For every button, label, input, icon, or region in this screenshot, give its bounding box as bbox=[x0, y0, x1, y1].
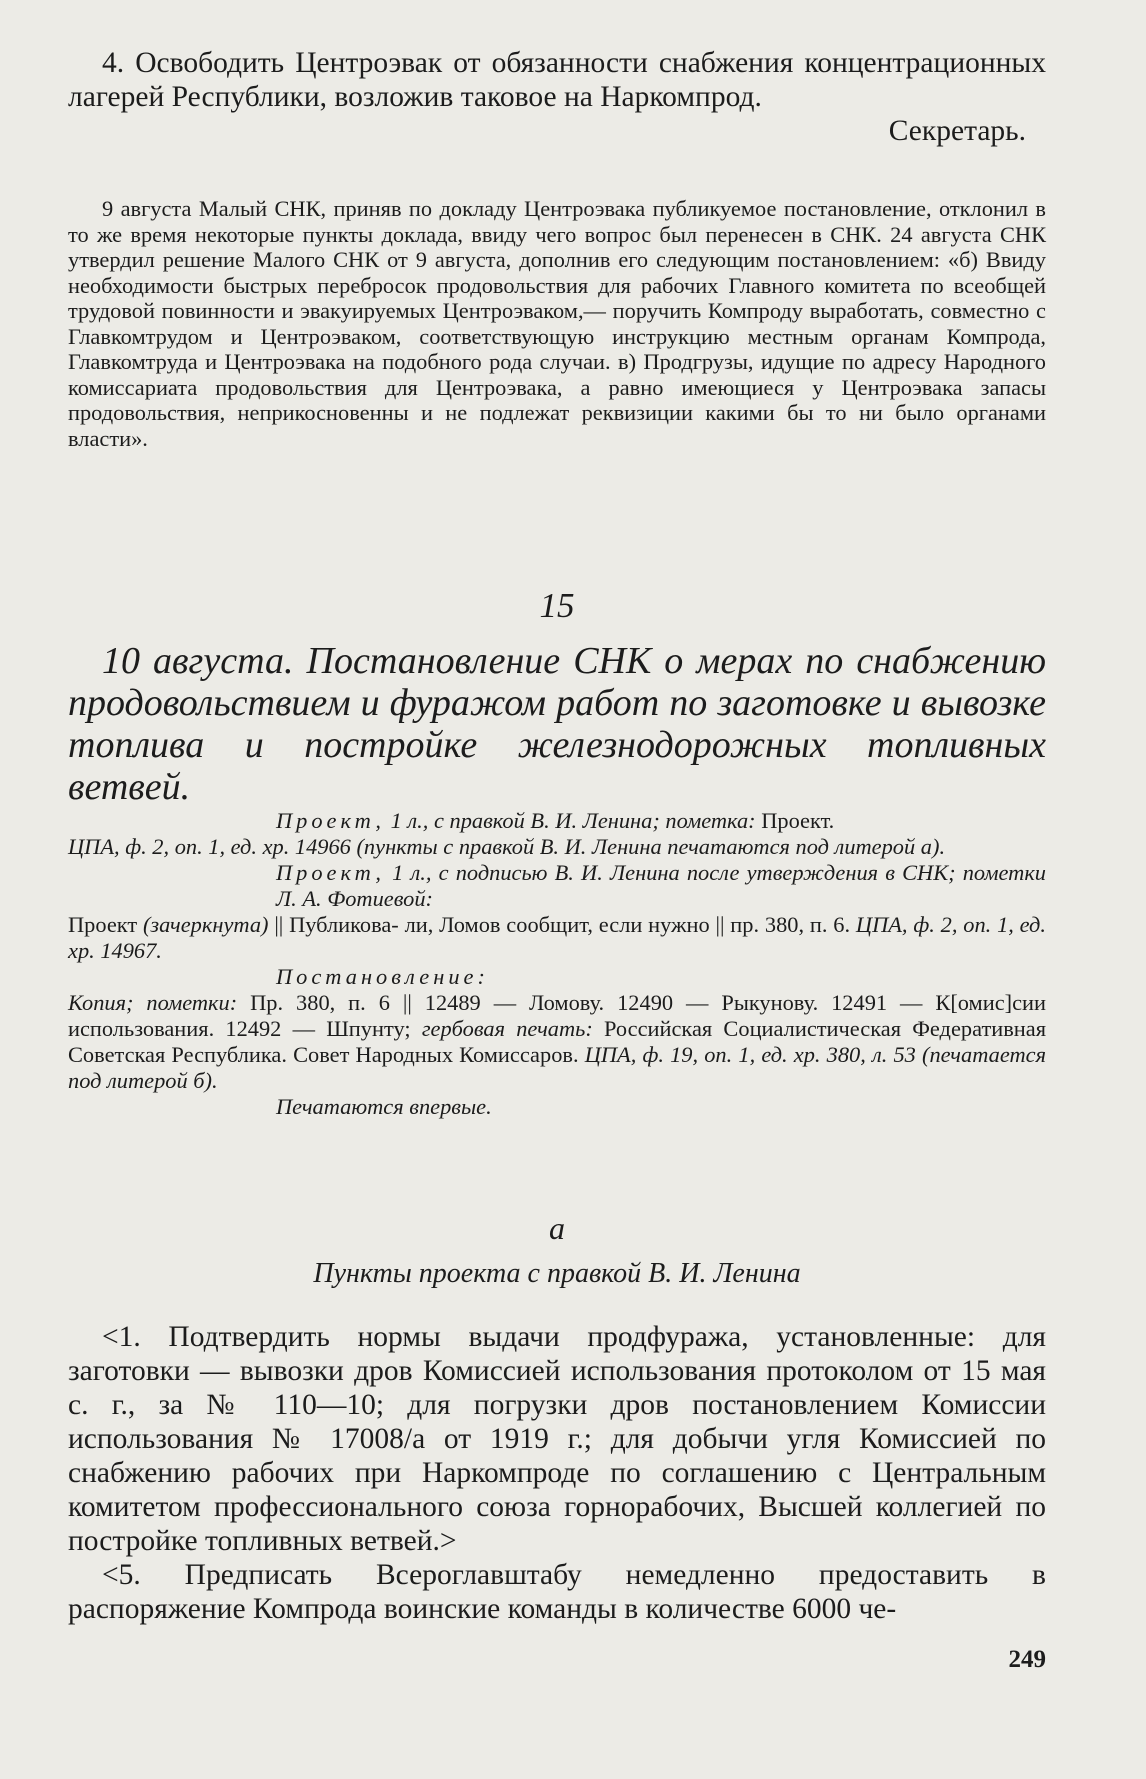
source-1-b: ЦПА, ф. 2, оп. 1, ед. хр. 14966 (пункты с правкой В. И. Ленина печатаются под литерой а). bbox=[68, 834, 946, 859]
draft-points bbox=[68, 1320, 1046, 1626]
page-number: 249 bbox=[1008, 1646, 1046, 1673]
source-2-a: Проект bbox=[68, 912, 143, 937]
source-4-text: Печатаются впервые. bbox=[276, 1094, 492, 1119]
source-3-b: Пр. 380, п. 6 || 12489 — Ломову. 12490 — Рыкунову. 12491 — К[омис]сии использования. 12492 — Шпунту; bbox=[68, 990, 1046, 1041]
source-3-a: Копия; пометки: bbox=[68, 990, 238, 1015]
source-2 bbox=[68, 860, 1046, 912]
document-title-text: 10 августа. Постановление СНК о мерах по снабжению продовольствием и фуражом работ по заготовке и вывозке топлива и постройке железнодорожных топливных ветвей. bbox=[68, 640, 1046, 808]
point-1: <1. Подтвердить нормы выдачи продфуража, установленные: для заготовки — вывозки дров Комиссией использования протоколом от 15 мая с. г., за № 110—10; для погрузки дров постановлением Комиссии использования № 17008/а от 1919 г.; для добычи угля Комиссией по снабжению рабочих при Наркомпроде по соглашению с Центральным комитетом профессионального союза горнорабочих, Высшей коллегией по постройке топливных ветвей.> bbox=[68, 1321, 1046, 1557]
editorial-note bbox=[68, 196, 1046, 451]
document-number: 15 bbox=[539, 586, 575, 625]
source-2-label: Проект, bbox=[276, 860, 386, 885]
source-notes bbox=[68, 808, 1046, 1120]
source-3-d: Российская Социалистическая Федеративная Советская Республика. Совет Народных Комиссаров. bbox=[68, 1016, 1047, 1067]
item-4-text: 4. Освободить Центроэвак от обязанности снабжения концентрационных лагерей Республики, возложив таковое на Наркомпрод. bbox=[68, 47, 1046, 113]
source-1 bbox=[68, 808, 1046, 834]
source-1-cont bbox=[68, 834, 1046, 860]
source-1-label: Проект, bbox=[276, 808, 386, 833]
signature-secretary: Секретарь. bbox=[888, 115, 1026, 147]
editorial-note-text: 9 августа Малый СНК, приняв по докладу Центроэвака публикуемое постановление, отклонил в то же время некоторые пункты доклада, ввиду чего вопрос был перенесен в СНК. 24 августа СНК утвердил решение Малого СНК от 9 августа, дополнив его следующим постановлением: «б) Ввиду необходимости быстрых перебросок продовольствия для рабочих Главного комитета по всеобщей трудовой повинности и эвакуируемых Центроэваком,— поручить Компроду выработать, совместно с Главкомтрудом и Центроэваком, соответствующую инструкцию местным органам Компрода, Главкомтруда и Центроэвака на подобного рода случаи. в) Продгрузы, идущие по адресу Народного комиссариата продовольствия для Центроэвака, а равно имеющиеся у Центроэвака запасы продовольствия, неприкосновенны и не подлежат реквизиции какими бы то ни было органами власти». bbox=[68, 196, 1046, 451]
source-2-cont bbox=[68, 912, 1046, 964]
source-4 bbox=[68, 1094, 1046, 1120]
source-1-italic: 1 л., с правкой В. И. Ленина; пометка: bbox=[385, 808, 756, 833]
point-5: <5. Предписать Всероглавштабу немедленно предоставить в распоряжение Компрода воинские команды в количестве 6000 че- bbox=[68, 1559, 1046, 1625]
source-3-label: Постановление: bbox=[276, 964, 489, 989]
document-title bbox=[68, 640, 1046, 808]
section-letter: а bbox=[549, 1210, 565, 1246]
section-subtitle: Пункты проекта с правкой В. И. Ленина bbox=[313, 1258, 801, 1289]
source-3-e: ЦПА, ф. 19, оп. 1, ед. хр. 380, л. 53 (печатается под литерой б). bbox=[68, 1042, 1046, 1093]
source-2-italic: 1 л., с подписью В. И. Ленина после утверждения в СНК; пометки Л. А. Фотиевой: bbox=[276, 860, 1046, 911]
source-3-c: гербовая печать: bbox=[421, 1016, 593, 1041]
source-2-d: ЦПА, ф. 2, оп. 1, ед. хр. 14967. bbox=[68, 912, 1046, 963]
source-2-c: || Публикова- ли, Ломов сообщит, если нужно || пр. 380, п. 6. bbox=[268, 912, 856, 937]
source-3-label-line bbox=[68, 964, 1046, 990]
source-2-b: (зачеркнута) bbox=[142, 912, 269, 937]
source-1-a: Проект. bbox=[755, 808, 835, 833]
item-4-paragraph bbox=[68, 46, 1046, 148]
source-3 bbox=[68, 990, 1046, 1094]
